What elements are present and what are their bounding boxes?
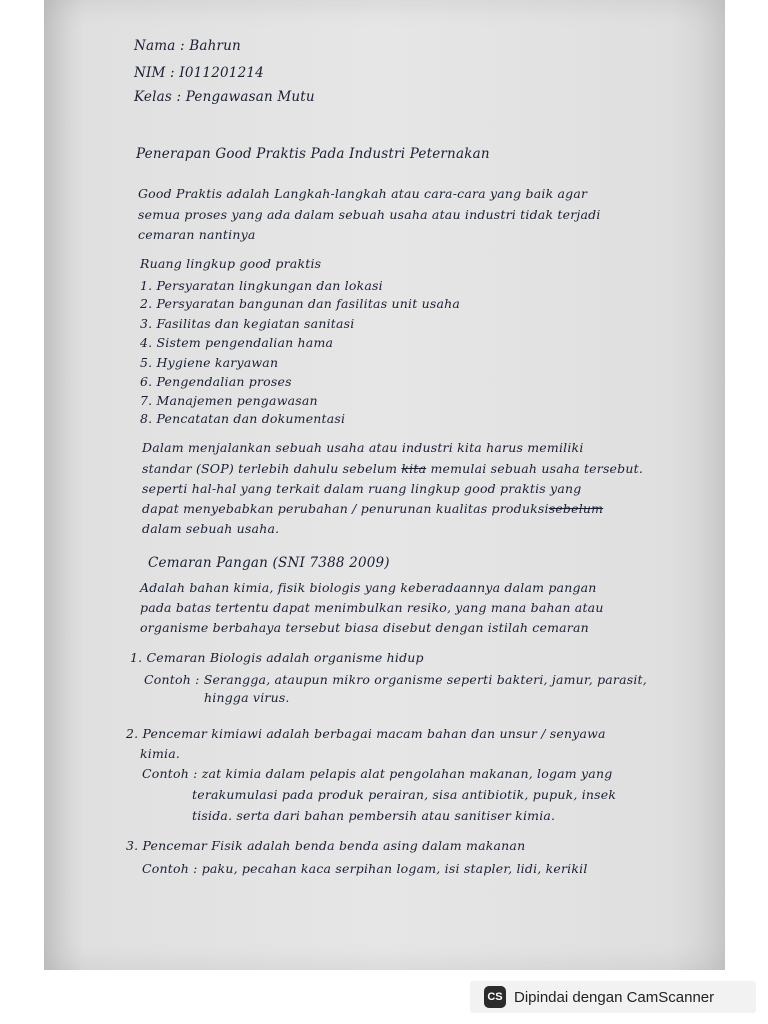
cemaran-definition-line: organisme berbahaya tersebut biasa disebut dengan istilah cemaran bbox=[140, 620, 589, 635]
camscanner-watermark bbox=[470, 981, 756, 1013]
point-physical-title: 3. Pencemar Fisik adalah benda benda asing dalam makanan bbox=[126, 838, 526, 853]
cemaran-definition-line: pada batas tertentu dapat menimbulkan resiko, yang mana bahan atau bbox=[140, 600, 604, 615]
intro-line: semua proses yang ada dalam sebuah usaha atau industri tidak terjadi bbox=[138, 207, 601, 222]
point-chemical-example: terakumulasi pada produk perairan, sisa antibiotik, pupuk, insek bbox=[192, 787, 617, 802]
point-physical-example: Contoh : paku, pecahan kaca serpihan logam, isi stapler, lidi, kerikil bbox=[142, 861, 588, 876]
name-line: Nama : Bahrun bbox=[134, 38, 241, 54]
scope-item: 3. Fasilitas dan kegiatan sanitasi bbox=[140, 316, 355, 331]
scanned-page bbox=[44, 0, 725, 970]
paragraph-fragment: memulai sebuah usaha tersebut. bbox=[430, 461, 644, 476]
intro-line: Good Praktis adalah Langkah-langkah atau cara-cara yang baik agar bbox=[138, 186, 588, 201]
camscanner-logo-icon: CS bbox=[484, 986, 506, 1008]
document-title: Penerapan Good Praktis Pada Industri Peternakan bbox=[136, 146, 490, 162]
paragraph-fragment: dapat menyebabkan perubahan / penurunan kualitas produksi bbox=[142, 501, 549, 516]
point-chemical-example: Contoh : zat kimia dalam pelapis alat pengolahan makanan, logam yang bbox=[142, 766, 613, 781]
cemaran-heading: Cemaran Pangan (SNI 7388 2009) bbox=[148, 555, 390, 571]
watermark-text: Dipindai dengan CamScanner bbox=[514, 988, 715, 1006]
nim-line: NIM : I011201214 bbox=[134, 65, 264, 81]
scope-item: 7. Manajemen pengawasan bbox=[140, 393, 318, 408]
paragraph-line: dalam sebuah usaha. bbox=[142, 521, 280, 536]
point-chemical-example: tisida. serta dari bahan pembersih atau sanitiser kimia. bbox=[192, 808, 556, 823]
point-biological-example: Contoh : Serangga, ataupun mikro organisme seperti bakteri, jamur, parasit, bbox=[144, 672, 647, 687]
kelas-line: Kelas : Pengawasan Mutu bbox=[134, 89, 315, 105]
scope-item: 2. Persyaratan bangunan dan fasilitas unit usaha bbox=[140, 296, 461, 311]
paragraph-line: seperti hal-hal yang terkait dalam ruang lingkup good praktis yang bbox=[142, 481, 582, 496]
point-biological-title: 1. Cemaran Biologis adalah organisme hidup bbox=[130, 650, 424, 665]
point-biological-example: hingga virus. bbox=[204, 690, 290, 705]
scope-heading: Ruang lingkup good praktis bbox=[140, 256, 322, 271]
scope-item: 5. Hygiene karyawan bbox=[140, 355, 279, 370]
point-chemical-title: kimia. bbox=[140, 746, 181, 761]
paragraph-line: Dalam menjalankan sebuah usaha atau industri kita harus memiliki bbox=[142, 440, 584, 455]
scope-item: 6. Pengendalian proses bbox=[140, 374, 292, 389]
struck-word: sebelum bbox=[548, 501, 604, 516]
paragraph-line bbox=[142, 461, 643, 476]
cemaran-definition-line: Adalah bahan kimia, fisik biologis yang keberadaannya dalam pangan bbox=[140, 580, 597, 595]
paragraph-line bbox=[142, 501, 603, 516]
scope-item: 1. Persyaratan lingkungan dan lokasi bbox=[140, 278, 383, 293]
struck-word: kita bbox=[401, 461, 427, 476]
scope-item: 8. Pencatatan dan dokumentasi bbox=[140, 411, 346, 426]
intro-line: cemaran nantinya bbox=[138, 227, 256, 242]
scope-item: 4. Sistem pengendalian hama bbox=[140, 335, 334, 350]
paragraph-fragment: standar (SOP) terlebih dahulu sebelum bbox=[142, 461, 398, 476]
point-chemical-title: 2. Pencemar kimiawi adalah berbagai macam bahan dan unsur / senyawa bbox=[126, 726, 606, 741]
